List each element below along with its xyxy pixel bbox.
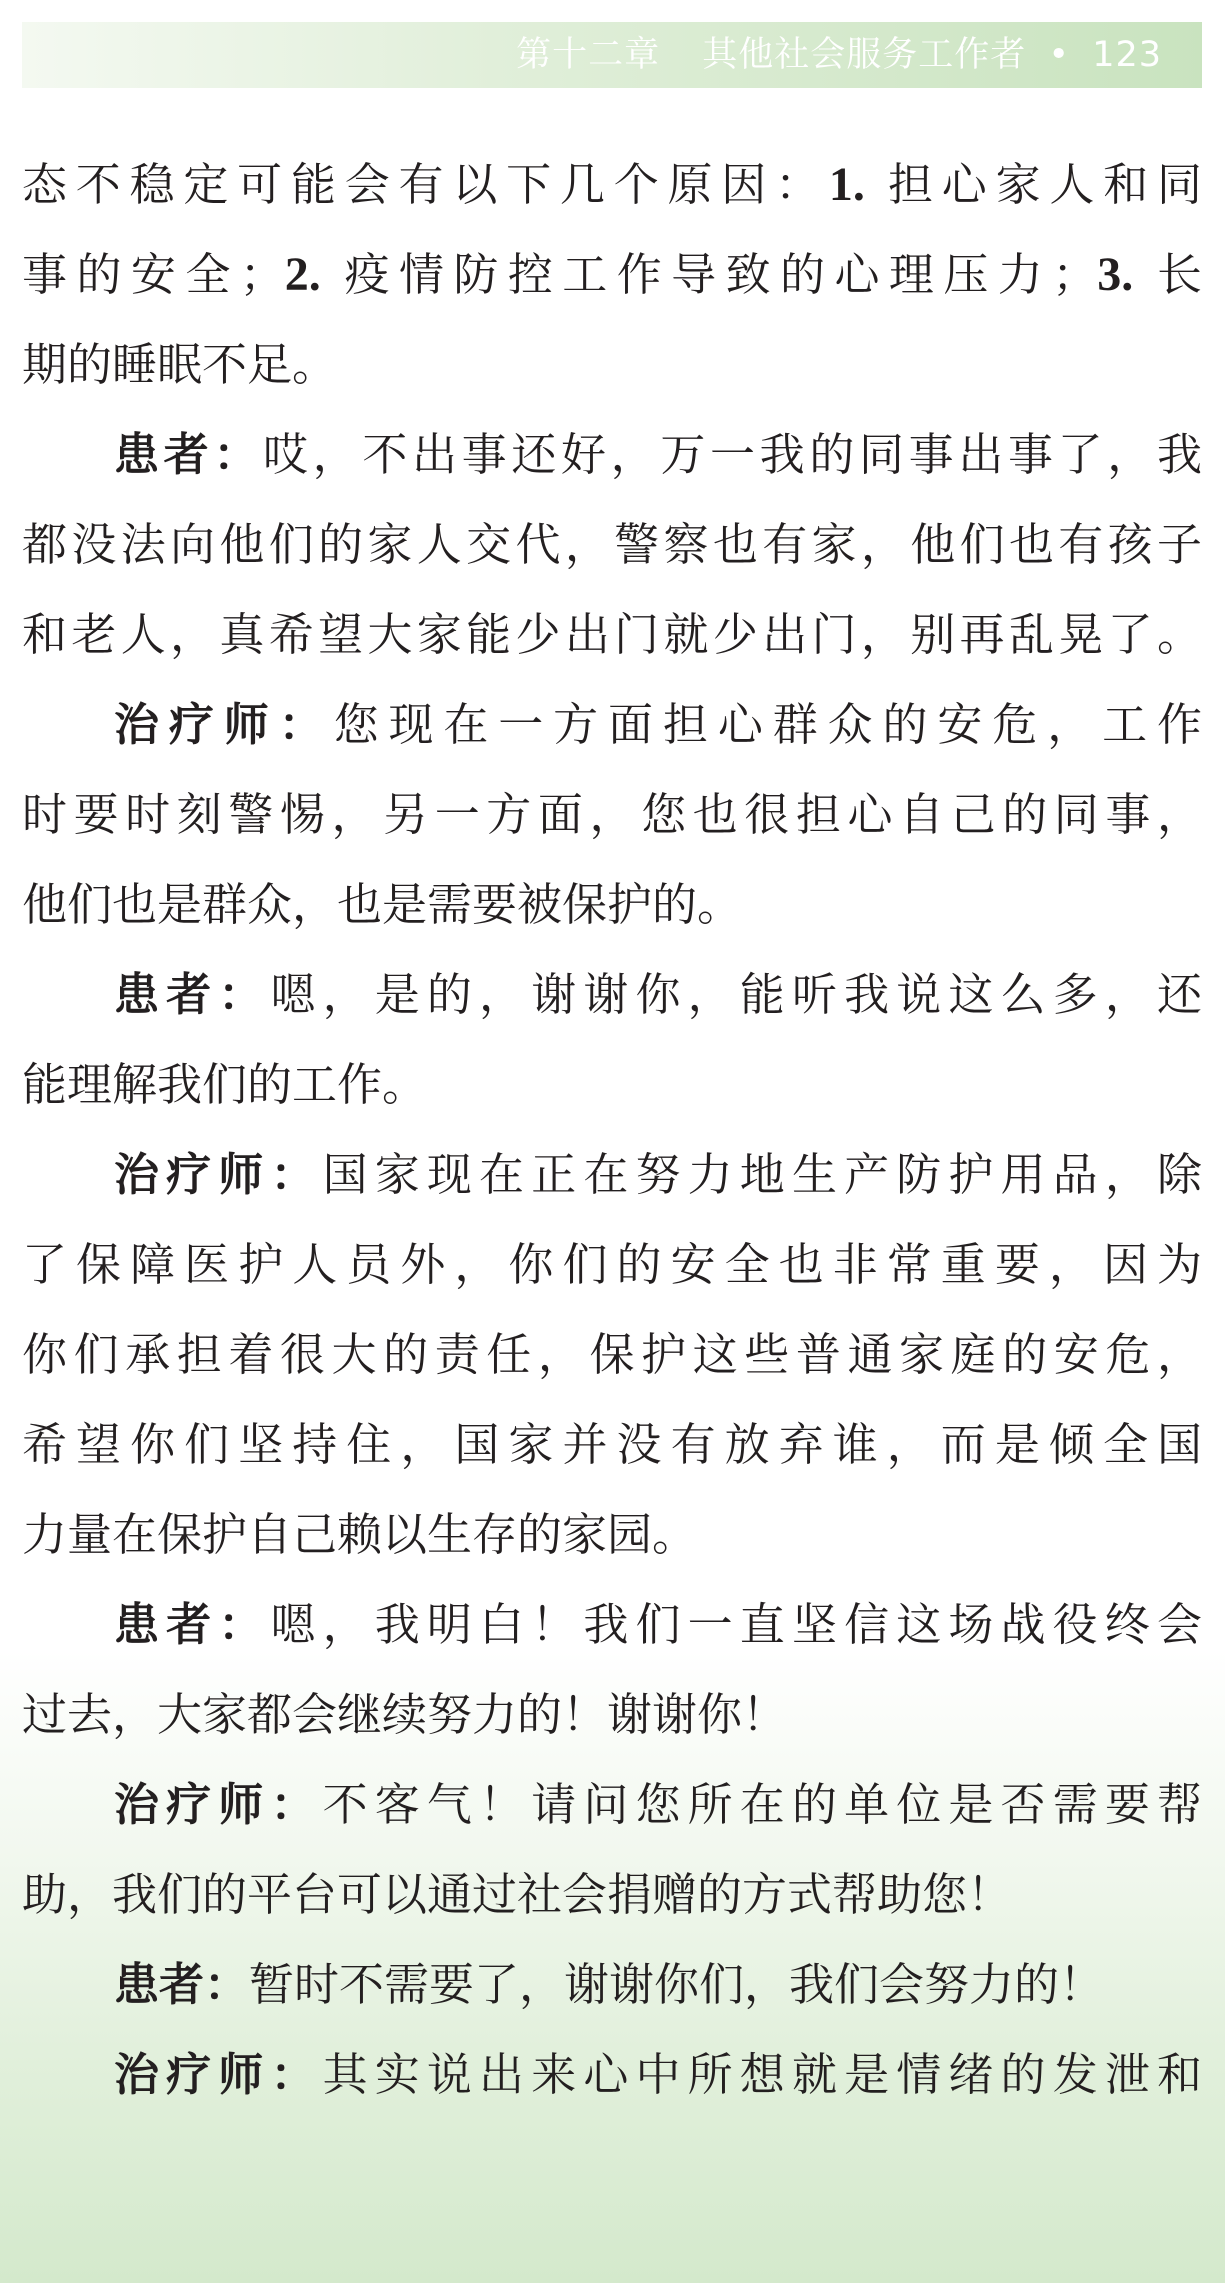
text-line: 能理解我们的工作。 — [22, 1058, 428, 1111]
dialogue-patient: 患者：嗯，我明白！我们一直坚信这场战役终会 — [114, 1598, 1202, 1651]
speaker-label: 治疗师： — [114, 698, 334, 751]
list-number-2: 2. — [284, 248, 321, 301]
speaker-label: 治疗师： — [114, 2048, 323, 2101]
running-header-text — [516, 22, 1162, 88]
text-line: 你们承担着很大的责任，保护这些普通家庭的安危， — [22, 1328, 1202, 1381]
text-line: 助，我们的平台可以通过社会捐赠的方式帮助您！ — [22, 1868, 1013, 1921]
text-line: 时要时刻警惕，另一方面，您也很担心自己的同事， — [22, 788, 1202, 841]
text-line: 和老人，真希望大家能少出门就少出门，别再乱晃了。 — [22, 608, 1202, 661]
page-body — [22, 140, 1202, 2120]
text-line: 事的安全；2. 疫情防控工作导致的心理压力；3. 长 — [22, 248, 1202, 301]
chapter-label: 第十二章 — [516, 35, 661, 75]
text-line: 他们也是群众，也是需要被保护的。 — [22, 878, 743, 931]
speaker-label: 患者： — [114, 1598, 271, 1651]
page-number: 123 — [1092, 35, 1162, 75]
dialogue-therapist: 治疗师：其实说出来心中所想就是情绪的发泄和 — [114, 2048, 1202, 2101]
text-line: 力量在保护自己赖以生存的家园。 — [22, 1508, 698, 1561]
header-bullet: • — [1048, 35, 1071, 75]
speaker-label: 患者： — [114, 1958, 250, 2011]
dialogue-therapist: 治疗师：您现在一方面担心群众的安危，工作 — [114, 698, 1202, 751]
speaker-label: 治疗师： — [114, 1148, 323, 1201]
text-line: 期的睡眠不足。 — [22, 338, 338, 391]
text-line: 过去，大家都会继续努力的！谢谢你！ — [22, 1688, 788, 1741]
speaker-label: 治疗师： — [114, 1778, 323, 1831]
list-number-1: 1. — [828, 158, 865, 211]
dialogue-therapist: 治疗师：国家现在正在努力地生产防护用品，除 — [114, 1148, 1202, 1201]
speaker-label: 患者： — [114, 428, 263, 481]
text-line: 了保障医护人员外，你们的安全也非常重要，因为 — [22, 1238, 1202, 1291]
chapter-title: 其他社会服务工作者 — [702, 35, 1027, 75]
dialogue-therapist: 治疗师：不客气！请问您所在的单位是否需要帮 — [114, 1778, 1202, 1831]
text-line: 希望你们坚持住，国家并没有放弃谁，而是倾全国 — [22, 1418, 1202, 1471]
dialogue-patient: 患者：哎，不出事还好，万一我的同事出事了，我 — [114, 428, 1202, 481]
text-line: 都没法向他们的家人交代，警察也有家，他们也有孩子 — [22, 518, 1202, 571]
speaker-label: 患者： — [114, 968, 271, 1021]
running-header — [22, 22, 1202, 88]
text-line: 态不稳定可能会有以下几个原因：1. 担心家人和同 — [22, 158, 1202, 211]
dialogue-patient: 患者：暂时不需要了，谢谢你们，我们会努力的！ — [114, 1958, 1105, 2011]
list-number-3: 3. — [1097, 248, 1134, 301]
dialogue-patient: 患者：嗯，是的，谢谢你，能听我说这么多，还 — [114, 968, 1202, 1021]
